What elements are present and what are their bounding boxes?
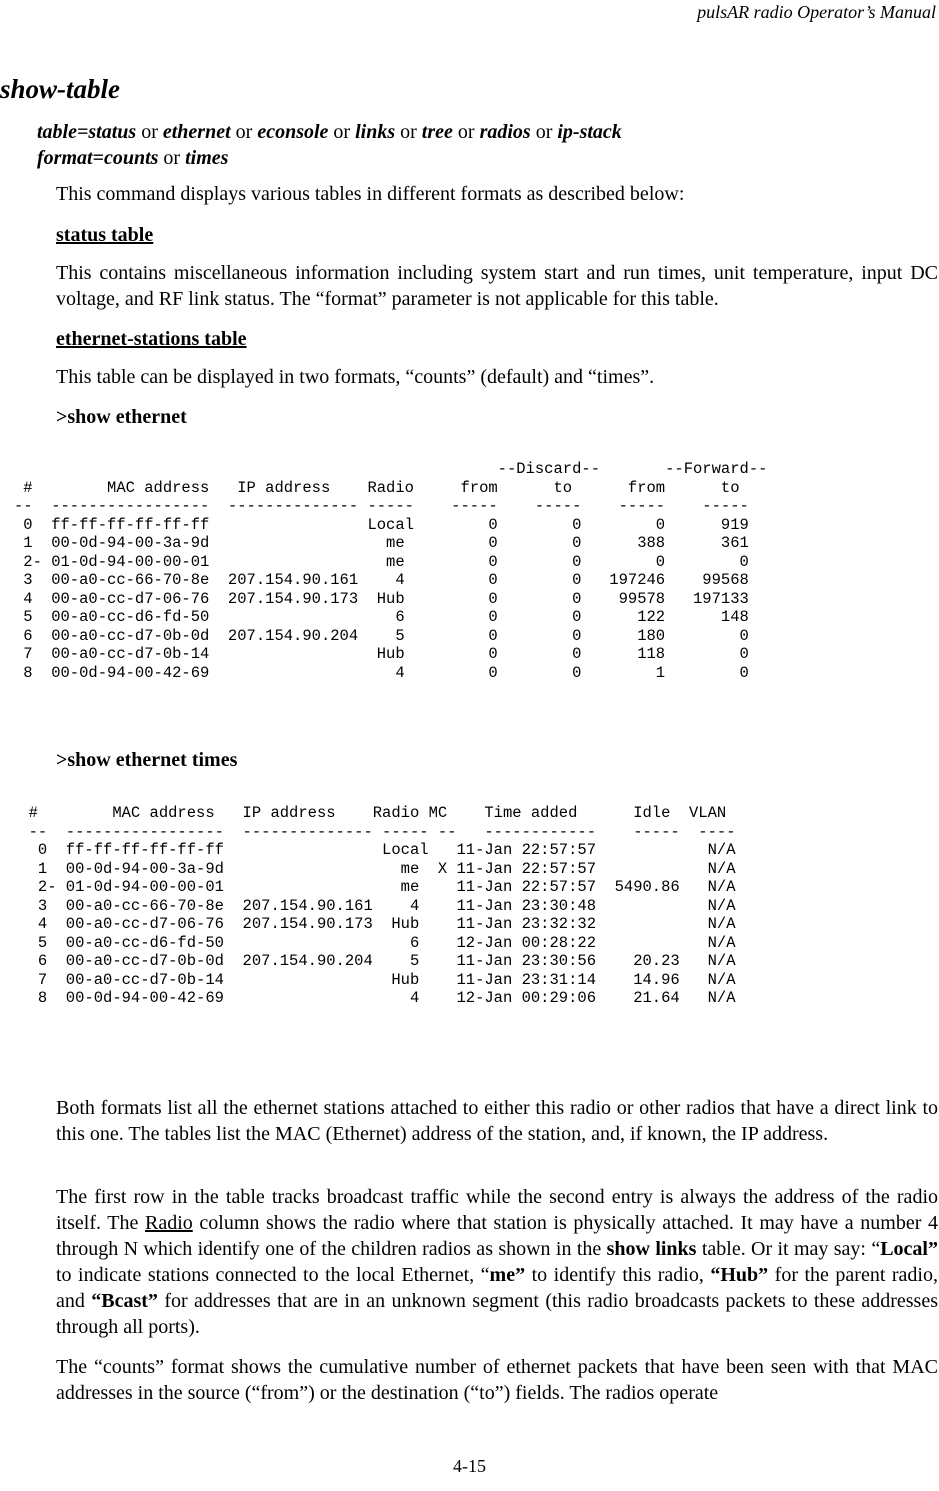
table-row: -- ----------------- -------------- ----- -- ------------ ----- ---- (10, 822, 736, 841)
syntax-separator: or (158, 147, 186, 169)
syntax-keyword: radios (479, 121, 531, 143)
syntax-separator: or (136, 121, 163, 143)
bold-term: “Bcast” (91, 1290, 158, 1312)
table-row: # MAC address IP address Radio from to from to (14, 478, 740, 497)
status-table-heading: status table (56, 224, 154, 246)
paragraph-both-formats: Both formats list all the ethernet stations attached to either this radio or other radios that have a direct link to this one. The tables list the MAC (Ethernet) address of the station, and, if known, the IP address. (56, 1097, 938, 1145)
intro-text: This command displays various tables in different formats as described below: (56, 183, 685, 205)
text-run: table. Or it may say: “ (696, 1238, 881, 1260)
table-row: 0 ff-ff-ff-ff-ff-ff Local 0 0 0 919 (14, 515, 749, 534)
ethernet-counts-table (14, 460, 767, 682)
table-row: 8 00-0d-94-00-42-69 4 0 0 1 0 (14, 663, 749, 682)
ethernet-table-heading: ethernet-stations table (56, 328, 247, 350)
syntax-separator: or (328, 121, 356, 143)
command-show-ethernet: >show ethernet (56, 406, 187, 428)
command-title: show-table (0, 74, 121, 104)
ethernet-table-text: This table can be displayed in two formats, “counts” (default) and “times”. (56, 366, 655, 388)
status-table-text: This contains miscellaneous information including system start and run times, unit temperature, input DC voltage, and RF link status. The “format” parameter is not applicable for this table. (56, 262, 938, 310)
manual-title: radio Operator’s Manual (749, 2, 936, 22)
bold-term: show links (606, 1238, 697, 1260)
text-run: to identify this radio, (525, 1264, 711, 1286)
table-row: # MAC address IP address Radio MC Time added Idle VLAN (10, 804, 727, 822)
syntax-keyword: ethernet (162, 121, 231, 143)
text-run: column shows the radio where that station is physically attached. It may have a number 4 through N which identify one of the children radios as shown in the (56, 1212, 938, 1260)
underlined-term: Radio (144, 1212, 193, 1234)
table-row: 6 00-a0-cc-d7-0b-0d 207.154.90.204 5 0 0 180 0 (14, 626, 749, 645)
syntax-separator: or (530, 121, 558, 143)
manual-brand: pulsAR (697, 2, 750, 22)
table-row: 2- 01-0d-94-00-00-01 me 0 0 0 0 (14, 552, 749, 571)
table-row: 4 00-a0-cc-d7-06-76 207.154.90.173 Hub 0 0 99578 197133 (14, 589, 749, 608)
command-syntax (37, 119, 622, 171)
syntax-separator: or (452, 121, 480, 143)
bold-term: “Hub” (710, 1264, 769, 1286)
paragraph-counts-format: The “counts” format shows the cumulative number of ethernet packets that have been seen with that MAC addresses in the source (“from”) or the destination (“to”) fields. The radios operate (56, 1356, 938, 1404)
page-number: 4-15 (453, 1456, 486, 1476)
table-row: 0 ff-ff-ff-ff-ff-ff Local 11-Jan 22:57:57 N/A (10, 841, 736, 859)
ethernet-times-table (10, 804, 736, 1008)
table-row: --Discard-- --Forward-- (14, 460, 768, 478)
syntax-keyword: links (355, 121, 396, 143)
text-run: for the parent radio, and (56, 1264, 938, 1312)
page-header (697, 0, 936, 24)
table-row: 6 00-a0-cc-d7-0b-0d 207.154.90.204 5 11-Jan 23:30:56 20.23 N/A (10, 952, 736, 970)
table-row: 5 00-a0-cc-d6-fd-50 6 0 0 122 148 (14, 608, 749, 626)
syntax-separator: or (230, 121, 258, 143)
table-row: 7 00-a0-cc-d7-0b-14 Hub 11-Jan 23:31:14 14.96 N/A (10, 970, 736, 989)
paragraph-first-row (56, 1184, 938, 1340)
bold-term: me” (489, 1264, 526, 1286)
command-show-ethernet-times: >show ethernet times (56, 749, 238, 771)
table-row: 3 00-a0-cc-66-70-8e 207.154.90.161 4 11-Jan 23:30:48 N/A (10, 896, 736, 915)
text-run: to indicate stations connected to the local Ethernet, “ (56, 1264, 490, 1286)
table-row: 8 00-0d-94-00-42-69 4 12-Jan 00:29:06 21.64 N/A (10, 989, 736, 1007)
table-row: -- ----------------- -------------- ----- ----- ----- ----- ----- (14, 497, 749, 515)
table-row: 3 00-a0-cc-66-70-8e 207.154.90.161 4 0 0 197246 99568 (14, 571, 749, 589)
table-row: 4 00-a0-cc-d7-06-76 207.154.90.173 Hub 11-Jan 23:32:32 N/A (10, 915, 736, 933)
table-row: 2- 01-0d-94-00-00-01 me 11-Jan 22:57:57 5490.86 N/A (10, 878, 736, 896)
syntax-keyword: econsole (257, 121, 329, 143)
syntax-keyword: tree (421, 121, 453, 143)
bold-term: Local” (880, 1238, 938, 1260)
syntax-keyword: times (185, 147, 229, 169)
syntax-keyword: format=counts (37, 147, 159, 169)
syntax-keyword: ip-stack (557, 121, 622, 143)
text-run: The first row in the table tracks broadcast traffic while the second entry is always the address of the radio itself. The (56, 1186, 938, 1234)
table-row: 5 00-a0-cc-d6-fd-50 6 12-Jan 00:28:22 N/A (10, 933, 736, 952)
table-row: 1 00-0d-94-00-3a-9d me 0 0 388 361 (14, 534, 749, 552)
table-row: 7 00-a0-cc-d7-0b-14 Hub 0 0 118 0 (14, 645, 749, 663)
text-run: for addresses that are in an unknown segment (this radio broadcasts packets to these addresses through all ports). (56, 1290, 938, 1338)
syntax-table-line (37, 119, 622, 145)
syntax-separator: or (395, 121, 422, 143)
table-row: 1 00-0d-94-00-3a-9d me X 11-Jan 22:57:57 N/A (10, 859, 736, 878)
syntax-format-line (37, 145, 622, 171)
syntax-keyword: table=status (37, 121, 137, 143)
